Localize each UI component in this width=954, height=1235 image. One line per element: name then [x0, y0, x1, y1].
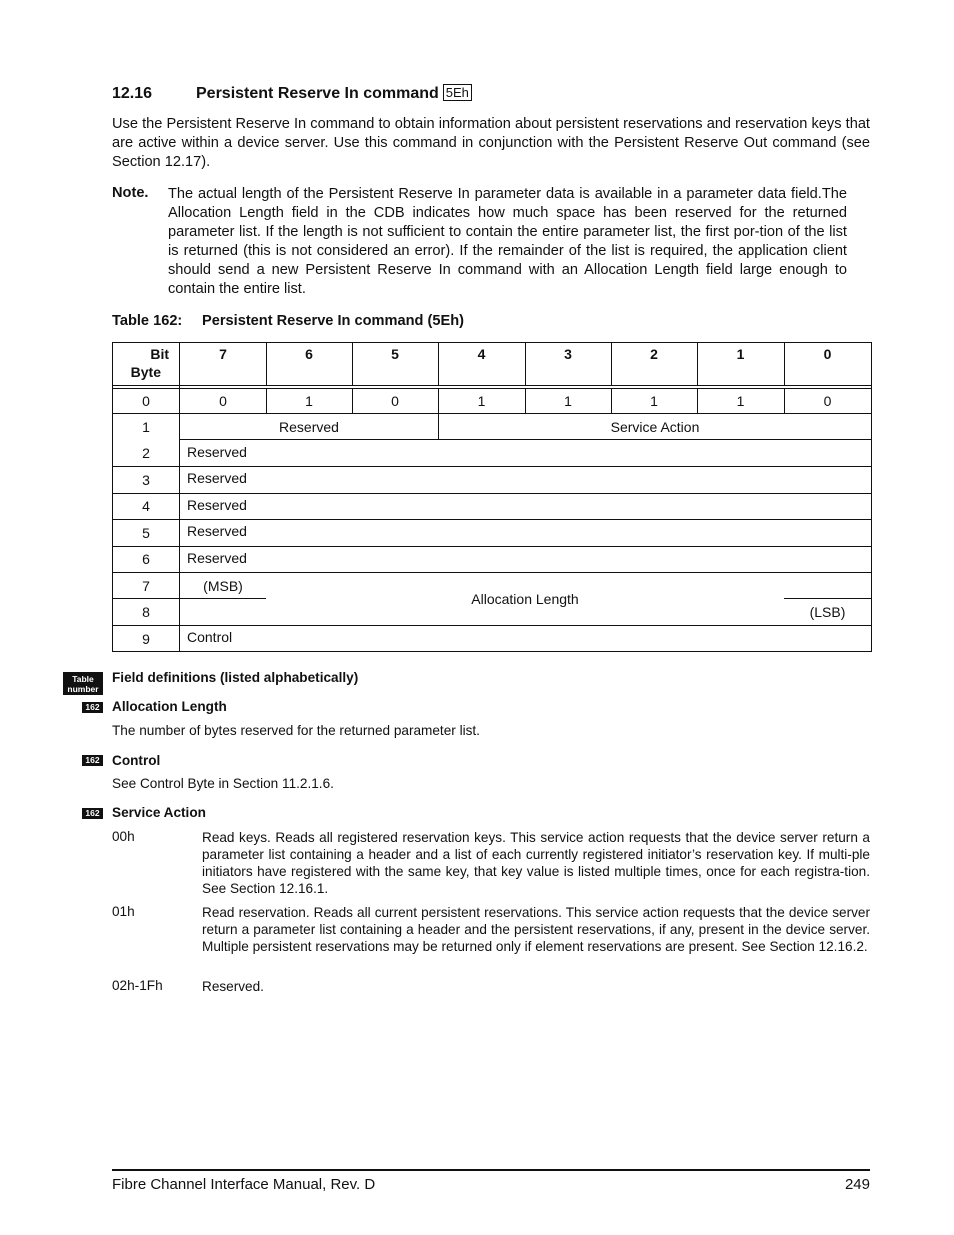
- row0-bit-6: 1: [305, 393, 313, 409]
- header-bit-5: 5: [391, 346, 399, 362]
- row0-bit-4: 1: [477, 393, 486, 409]
- field-text-allocation-length: The number of bytes reserved for the returned parameter list.: [112, 723, 480, 738]
- table-ref-badge: 162: [82, 702, 103, 713]
- row2-reserved: Reserved: [187, 444, 247, 460]
- header-bit-7: 7: [219, 346, 227, 362]
- row0-bit-3: 1: [564, 393, 572, 409]
- section-heading: [112, 84, 472, 103]
- header-bit-label: Bit: [150, 346, 169, 362]
- section-title: Persistent Reserve In command: [196, 85, 439, 102]
- field-text-control: See Control Byte in Section 11.2.1.6.: [112, 776, 334, 791]
- byte-number: 9: [142, 631, 150, 647]
- service-action-code-reserved: 02h-1Fh: [112, 978, 163, 993]
- service-action-desc-00h: Read keys. Reads all registered reservation keys. This service action requests that the device server return a parameter list containing a header and a list of each currently registered initiator’s reservation key. If multi-ple initiators have registered with the same key, that key value is listed multiple times, once for each registra-tion. See Section 12.16.1.: [202, 830, 870, 896]
- field-name-control: Control: [112, 753, 161, 768]
- header-bit-2: 2: [650, 346, 658, 362]
- row5-reserved: Reserved: [187, 523, 247, 539]
- table-ref-badge: 162: [82, 808, 103, 819]
- section-number: 12.16: [112, 85, 153, 102]
- header-bit-1: 1: [736, 346, 745, 362]
- allocation-length-label: Allocation Length: [471, 591, 579, 607]
- table-ref-badge: 162: [82, 755, 103, 766]
- byte-number: 1: [142, 419, 150, 435]
- service-action-code-01h: 01h: [112, 904, 135, 919]
- field-name-service-action: Service Action: [112, 805, 206, 820]
- table-caption-title: Persistent Reserve In command (5Eh): [202, 313, 464, 329]
- byte-number: 8: [142, 604, 150, 620]
- lsb-label: (LSB): [809, 604, 846, 620]
- byte-number: 5: [142, 525, 150, 541]
- field-name-allocation-length: Allocation Length: [112, 699, 227, 714]
- note-label: Note.: [112, 185, 149, 201]
- service-action-desc-reserved: Reserved.: [202, 979, 264, 994]
- row0-bit-1: 1: [736, 393, 745, 409]
- header-byte-label: Byte: [130, 364, 161, 380]
- byte-number: 7: [142, 578, 150, 594]
- footer-rule: [112, 1169, 870, 1171]
- header-bit-6: 6: [305, 346, 313, 362]
- service-action-code-00h: 00h: [112, 829, 135, 844]
- row0-bit-2: 1: [650, 393, 658, 409]
- row4-reserved: Reserved: [187, 497, 247, 513]
- row0-bit-0: 0: [823, 393, 832, 409]
- table-caption: [112, 313, 464, 329]
- header-bit-4: 4: [477, 346, 486, 362]
- row6-reserved: Reserved: [187, 550, 247, 566]
- row3-reserved: Reserved: [187, 470, 247, 486]
- opcode-box: 5Eh: [443, 84, 472, 101]
- row9-control: Control: [187, 629, 233, 645]
- header-bit-0: 0: [823, 346, 832, 362]
- byte-number: 6: [142, 551, 150, 567]
- row1-reserved: Reserved: [279, 419, 339, 435]
- footer-page-number: 249: [844, 1176, 870, 1193]
- row0-bit-7: 0: [219, 393, 227, 409]
- field-definitions-title: Field definitions (listed alphabetically): [112, 670, 359, 685]
- table-number-badge: Table number: [63, 672, 103, 695]
- intro-paragraph: Use the Persistent Reserve In command to obtain information about persistent reservations and reservation keys that are active within a device server. Use this command in conjunction with the Persistent Reserve Out command (see Section 12.17).: [112, 116, 870, 170]
- byte-number: 0: [142, 393, 150, 409]
- row0-bit-5: 0: [391, 393, 399, 409]
- byte-number: 4: [142, 498, 150, 514]
- byte-number: 3: [142, 472, 150, 488]
- header-bit-3: 3: [564, 346, 572, 362]
- note-text: The actual length of the Persistent Reserve In parameter data is available in a parameter data field.The Allocation Length field in the CDB indicates how much space has been reserved for the returned parameter list. If the length is not sufficient to contain the entire parameter list, the first por-tion of the list is returned (this is not considered an error). If the remainder of the list is required, the application client should send a new Persistent Reserve In command with an Allocation Length field large enough to contain the entire list.: [168, 186, 847, 297]
- table-caption-label: Table 162:: [112, 313, 183, 329]
- row1-service-action: Service Action: [610, 419, 700, 435]
- footer-manual-title: Fibre Channel Interface Manual, Rev. D: [112, 1176, 376, 1193]
- msb-label: (MSB): [203, 578, 243, 594]
- service-action-desc-01h: Read reservation. Reads all current persistent reservations. This service action requests that the device server return a parameter list containing a header and the persistent reservations, if any, present in the device server. Multiple persistent reservations may be returned only if element reservations are present. See Section 12.16.2.: [202, 905, 870, 954]
- byte-number: 2: [142, 445, 150, 461]
